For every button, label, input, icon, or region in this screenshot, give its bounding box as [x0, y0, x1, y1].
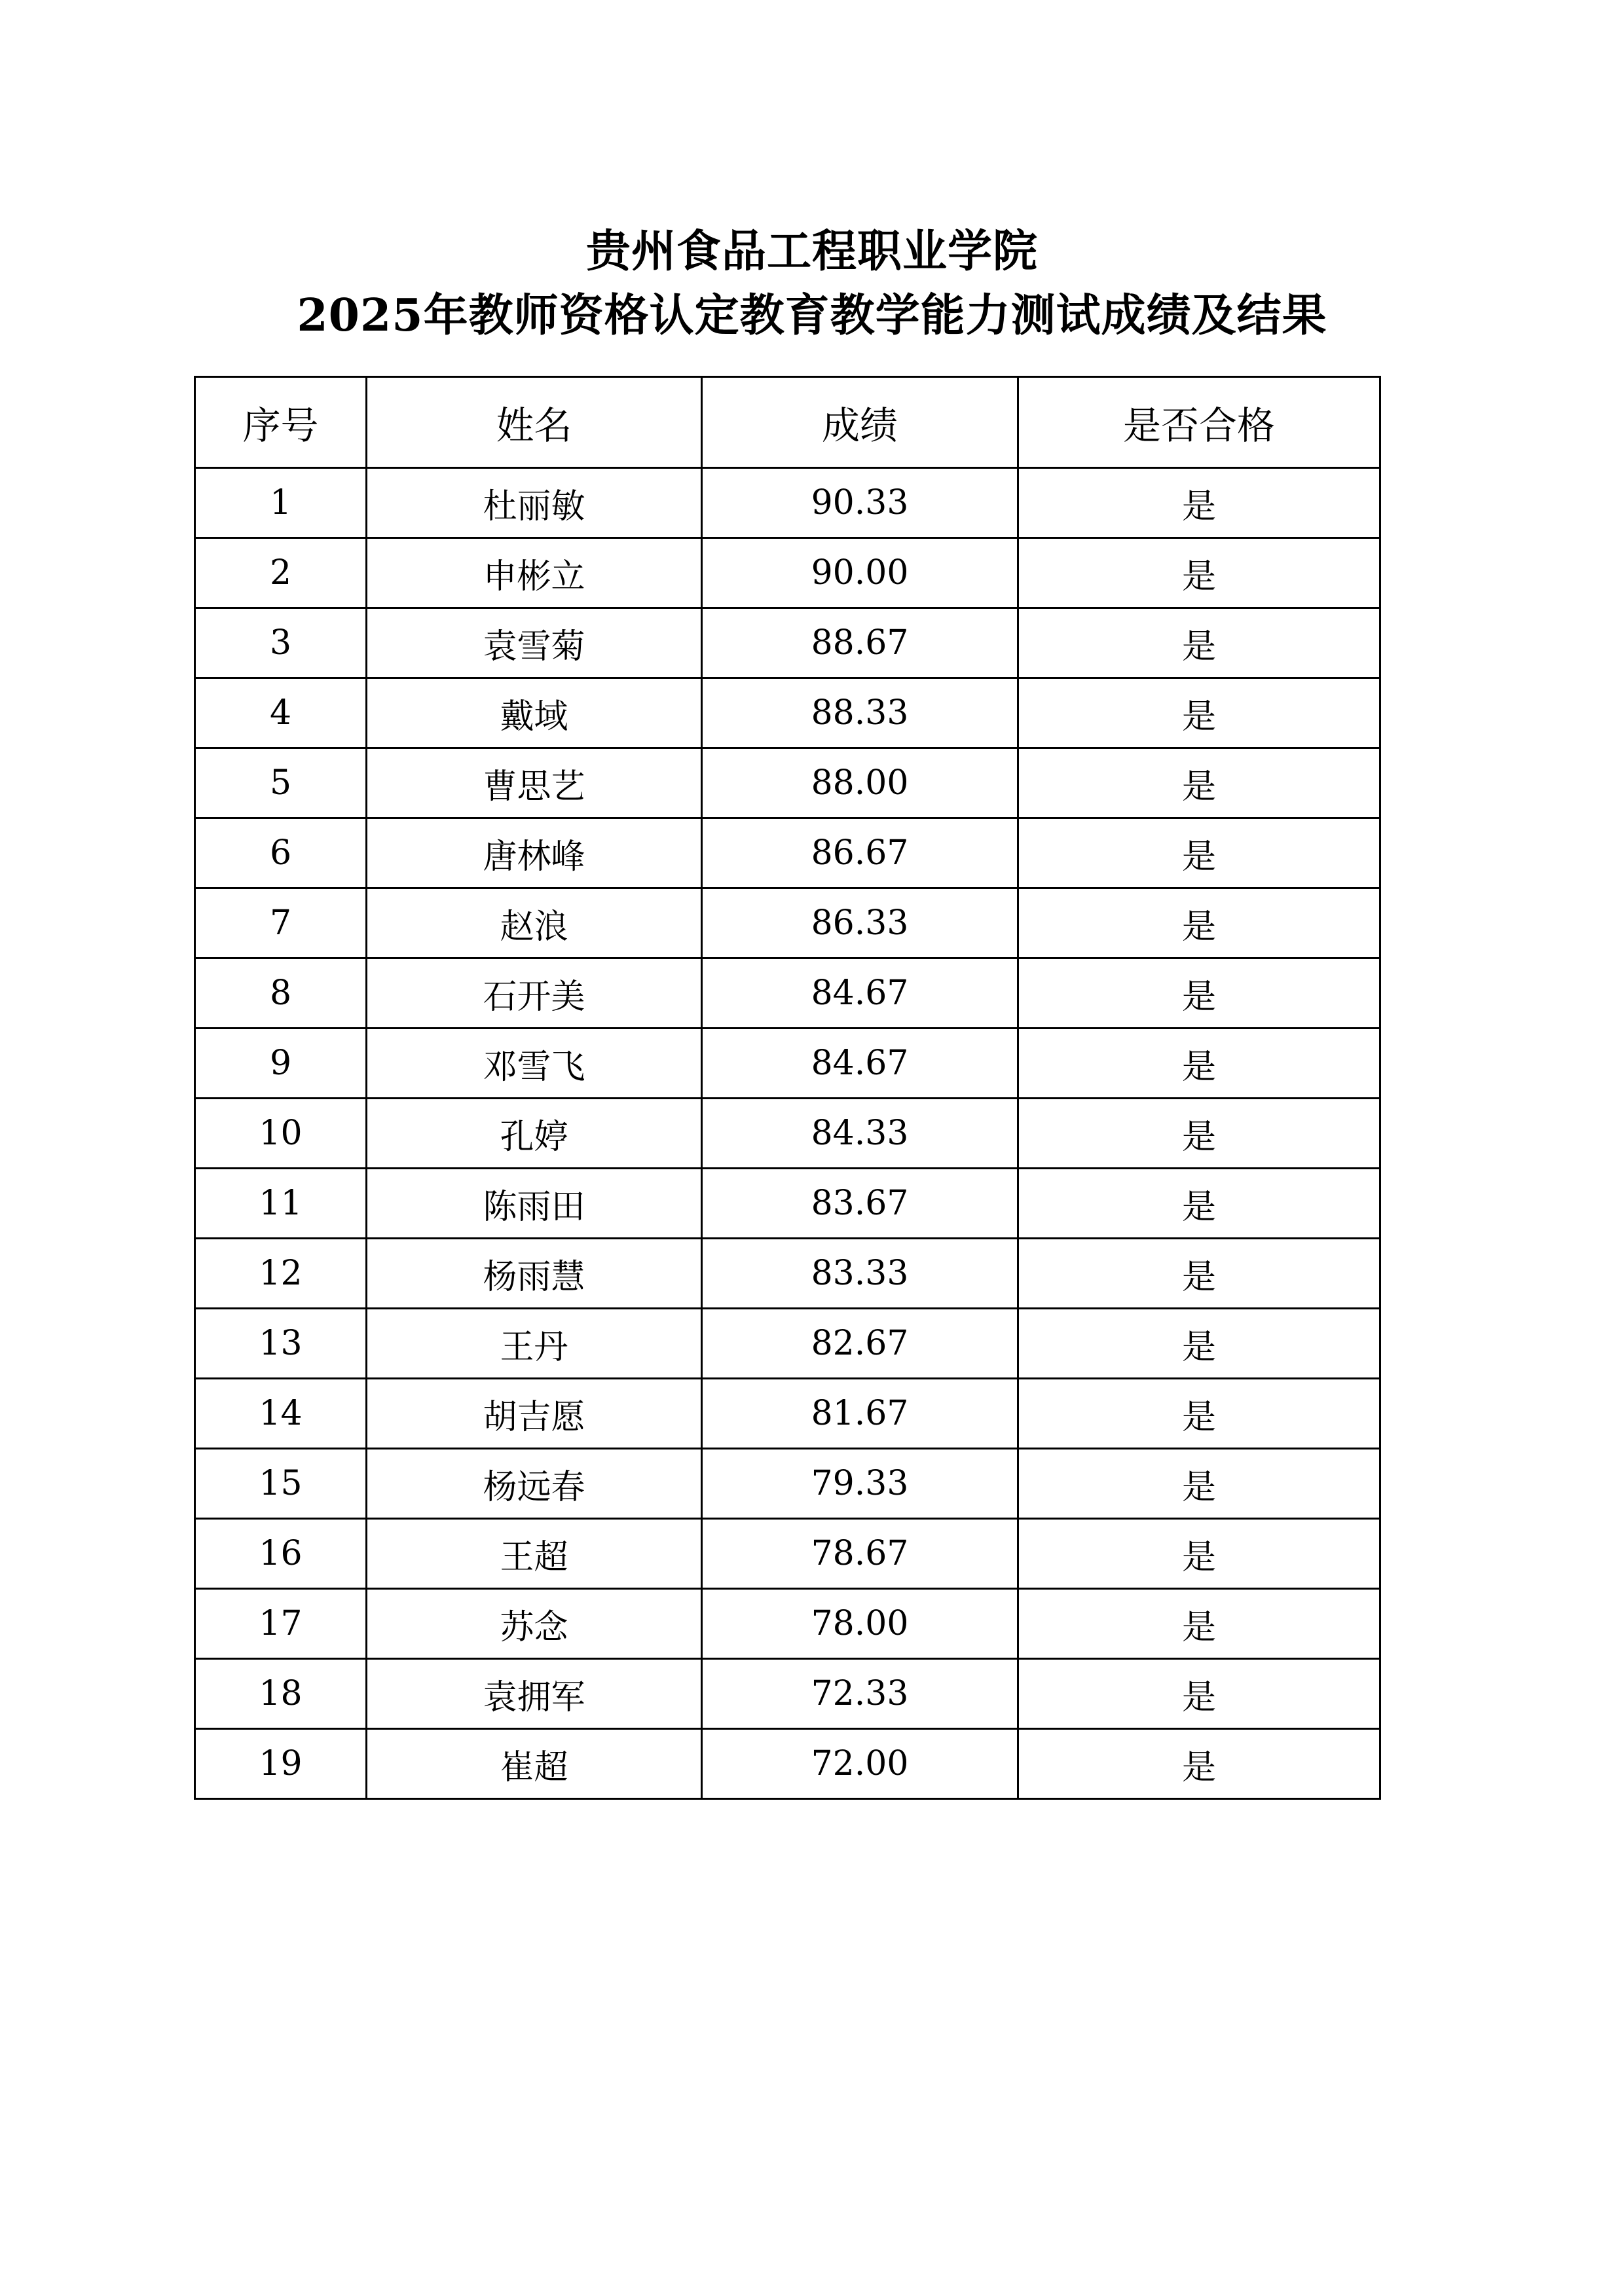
- cell-qualified: 是: [1018, 538, 1380, 608]
- cell-index: 12: [195, 1239, 367, 1309]
- cell-score: 82.67: [702, 1309, 1018, 1379]
- table-body: [195, 468, 1380, 1799]
- cell-qualified: 是: [1018, 468, 1380, 538]
- cell-qualified: 是: [1018, 1169, 1380, 1239]
- table-row: [195, 468, 1380, 538]
- cell-name: 唐林峰: [367, 818, 702, 888]
- cell-index: 6: [195, 818, 367, 888]
- cell-name: 石开美: [367, 958, 702, 1029]
- cell-qualified: 是: [1018, 1449, 1380, 1519]
- cell-index: 8: [195, 958, 367, 1029]
- title-institution: 贵州食品工程职业学院: [585, 225, 1038, 278]
- cell-qualified: 是: [1018, 608, 1380, 678]
- cell-index: 5: [195, 748, 367, 818]
- cell-index: 7: [195, 888, 367, 958]
- header-index: 序号: [195, 377, 367, 468]
- cell-index: 9: [195, 1029, 367, 1099]
- cell-name: 王丹: [367, 1309, 702, 1379]
- cell-score: 84.67: [702, 1029, 1018, 1099]
- cell-index: 2: [195, 538, 367, 608]
- cell-score: 84.67: [702, 958, 1018, 1029]
- cell-name: 袁雪菊: [367, 608, 702, 678]
- header-score: 成绩: [702, 377, 1018, 468]
- cell-name: 杨雨慧: [367, 1239, 702, 1309]
- cell-index: 18: [195, 1659, 367, 1729]
- cell-name: 曹思艺: [367, 748, 702, 818]
- cell-index: 14: [195, 1379, 367, 1449]
- cell-score: 83.67: [702, 1169, 1018, 1239]
- cell-score: 81.67: [702, 1379, 1018, 1449]
- cell-name: 杨远春: [367, 1449, 702, 1519]
- cell-score: 72.00: [702, 1729, 1018, 1799]
- cell-score: 86.33: [702, 888, 1018, 958]
- cell-qualified: 是: [1018, 1379, 1380, 1449]
- cell-index: 19: [195, 1729, 367, 1799]
- table-row: [195, 1519, 1380, 1589]
- cell-score: 72.33: [702, 1659, 1018, 1729]
- header-qualified: 是否合格: [1018, 377, 1380, 468]
- cell-index: 15: [195, 1449, 367, 1519]
- table-row: [195, 1099, 1380, 1169]
- cell-score: 83.33: [702, 1239, 1018, 1309]
- cell-name: 申彬立: [367, 538, 702, 608]
- cell-qualified: 是: [1018, 888, 1380, 958]
- cell-name: 袁拥军: [367, 1659, 702, 1729]
- cell-score: 78.67: [702, 1519, 1018, 1589]
- table-row: [195, 678, 1380, 748]
- cell-name: 戴域: [367, 678, 702, 748]
- cell-name: 王超: [367, 1519, 702, 1589]
- cell-score: 84.33: [702, 1099, 1018, 1169]
- table-row: [195, 748, 1380, 818]
- cell-qualified: 是: [1018, 1729, 1380, 1799]
- cell-name: 赵浪: [367, 888, 702, 958]
- cell-name: 崔超: [367, 1729, 702, 1799]
- cell-name: 苏念: [367, 1589, 702, 1659]
- header-name: 姓名: [367, 377, 702, 468]
- cell-qualified: 是: [1018, 1239, 1380, 1309]
- cell-qualified: 是: [1018, 1589, 1380, 1659]
- table-row: [195, 1239, 1380, 1309]
- table-row: [195, 1589, 1380, 1659]
- cell-index: 1: [195, 468, 367, 538]
- results-table: [194, 376, 1381, 1800]
- cell-name: 孔婷: [367, 1099, 702, 1169]
- table-row: [195, 1169, 1380, 1239]
- cell-qualified: 是: [1018, 1519, 1380, 1589]
- table-row: [195, 1379, 1380, 1449]
- cell-score: 86.67: [702, 818, 1018, 888]
- table-row: [195, 538, 1380, 608]
- cell-qualified: 是: [1018, 1309, 1380, 1379]
- table-row: [195, 1449, 1380, 1519]
- table-row: [195, 1659, 1380, 1729]
- table-row: [195, 888, 1380, 958]
- cell-qualified: 是: [1018, 958, 1380, 1029]
- cell-index: 13: [195, 1309, 367, 1379]
- cell-qualified: 是: [1018, 1659, 1380, 1729]
- cell-score: 88.00: [702, 748, 1018, 818]
- cell-score: 90.00: [702, 538, 1018, 608]
- cell-index: 16: [195, 1519, 367, 1589]
- title-subject: 2025年教师资格认定教育教学能力测试成绩及结果: [297, 289, 1327, 342]
- cell-score: 88.33: [702, 678, 1018, 748]
- cell-score: 90.33: [702, 468, 1018, 538]
- table-row: [195, 1029, 1380, 1099]
- table-row: [195, 1309, 1380, 1379]
- cell-index: 11: [195, 1169, 367, 1239]
- cell-score: 78.00: [702, 1589, 1018, 1659]
- cell-name: 杜丽敏: [367, 468, 702, 538]
- header-row: [195, 377, 1380, 468]
- cell-qualified: 是: [1018, 678, 1380, 748]
- cell-qualified: 是: [1018, 1099, 1380, 1169]
- table-row: [195, 818, 1380, 888]
- cell-qualified: 是: [1018, 818, 1380, 888]
- cell-qualified: 是: [1018, 748, 1380, 818]
- table-row: [195, 1729, 1380, 1799]
- cell-index: 10: [195, 1099, 367, 1169]
- cell-score: 88.67: [702, 608, 1018, 678]
- cell-score: 79.33: [702, 1449, 1018, 1519]
- table-row: [195, 958, 1380, 1029]
- cell-index: 17: [195, 1589, 367, 1659]
- cell-index: 3: [195, 608, 367, 678]
- cell-index: 4: [195, 678, 367, 748]
- cell-name: 胡吉愿: [367, 1379, 702, 1449]
- cell-qualified: 是: [1018, 1029, 1380, 1099]
- cell-name: 邓雪飞: [367, 1029, 702, 1099]
- cell-name: 陈雨田: [367, 1169, 702, 1239]
- document-title: [0, 219, 1624, 348]
- table-row: [195, 608, 1380, 678]
